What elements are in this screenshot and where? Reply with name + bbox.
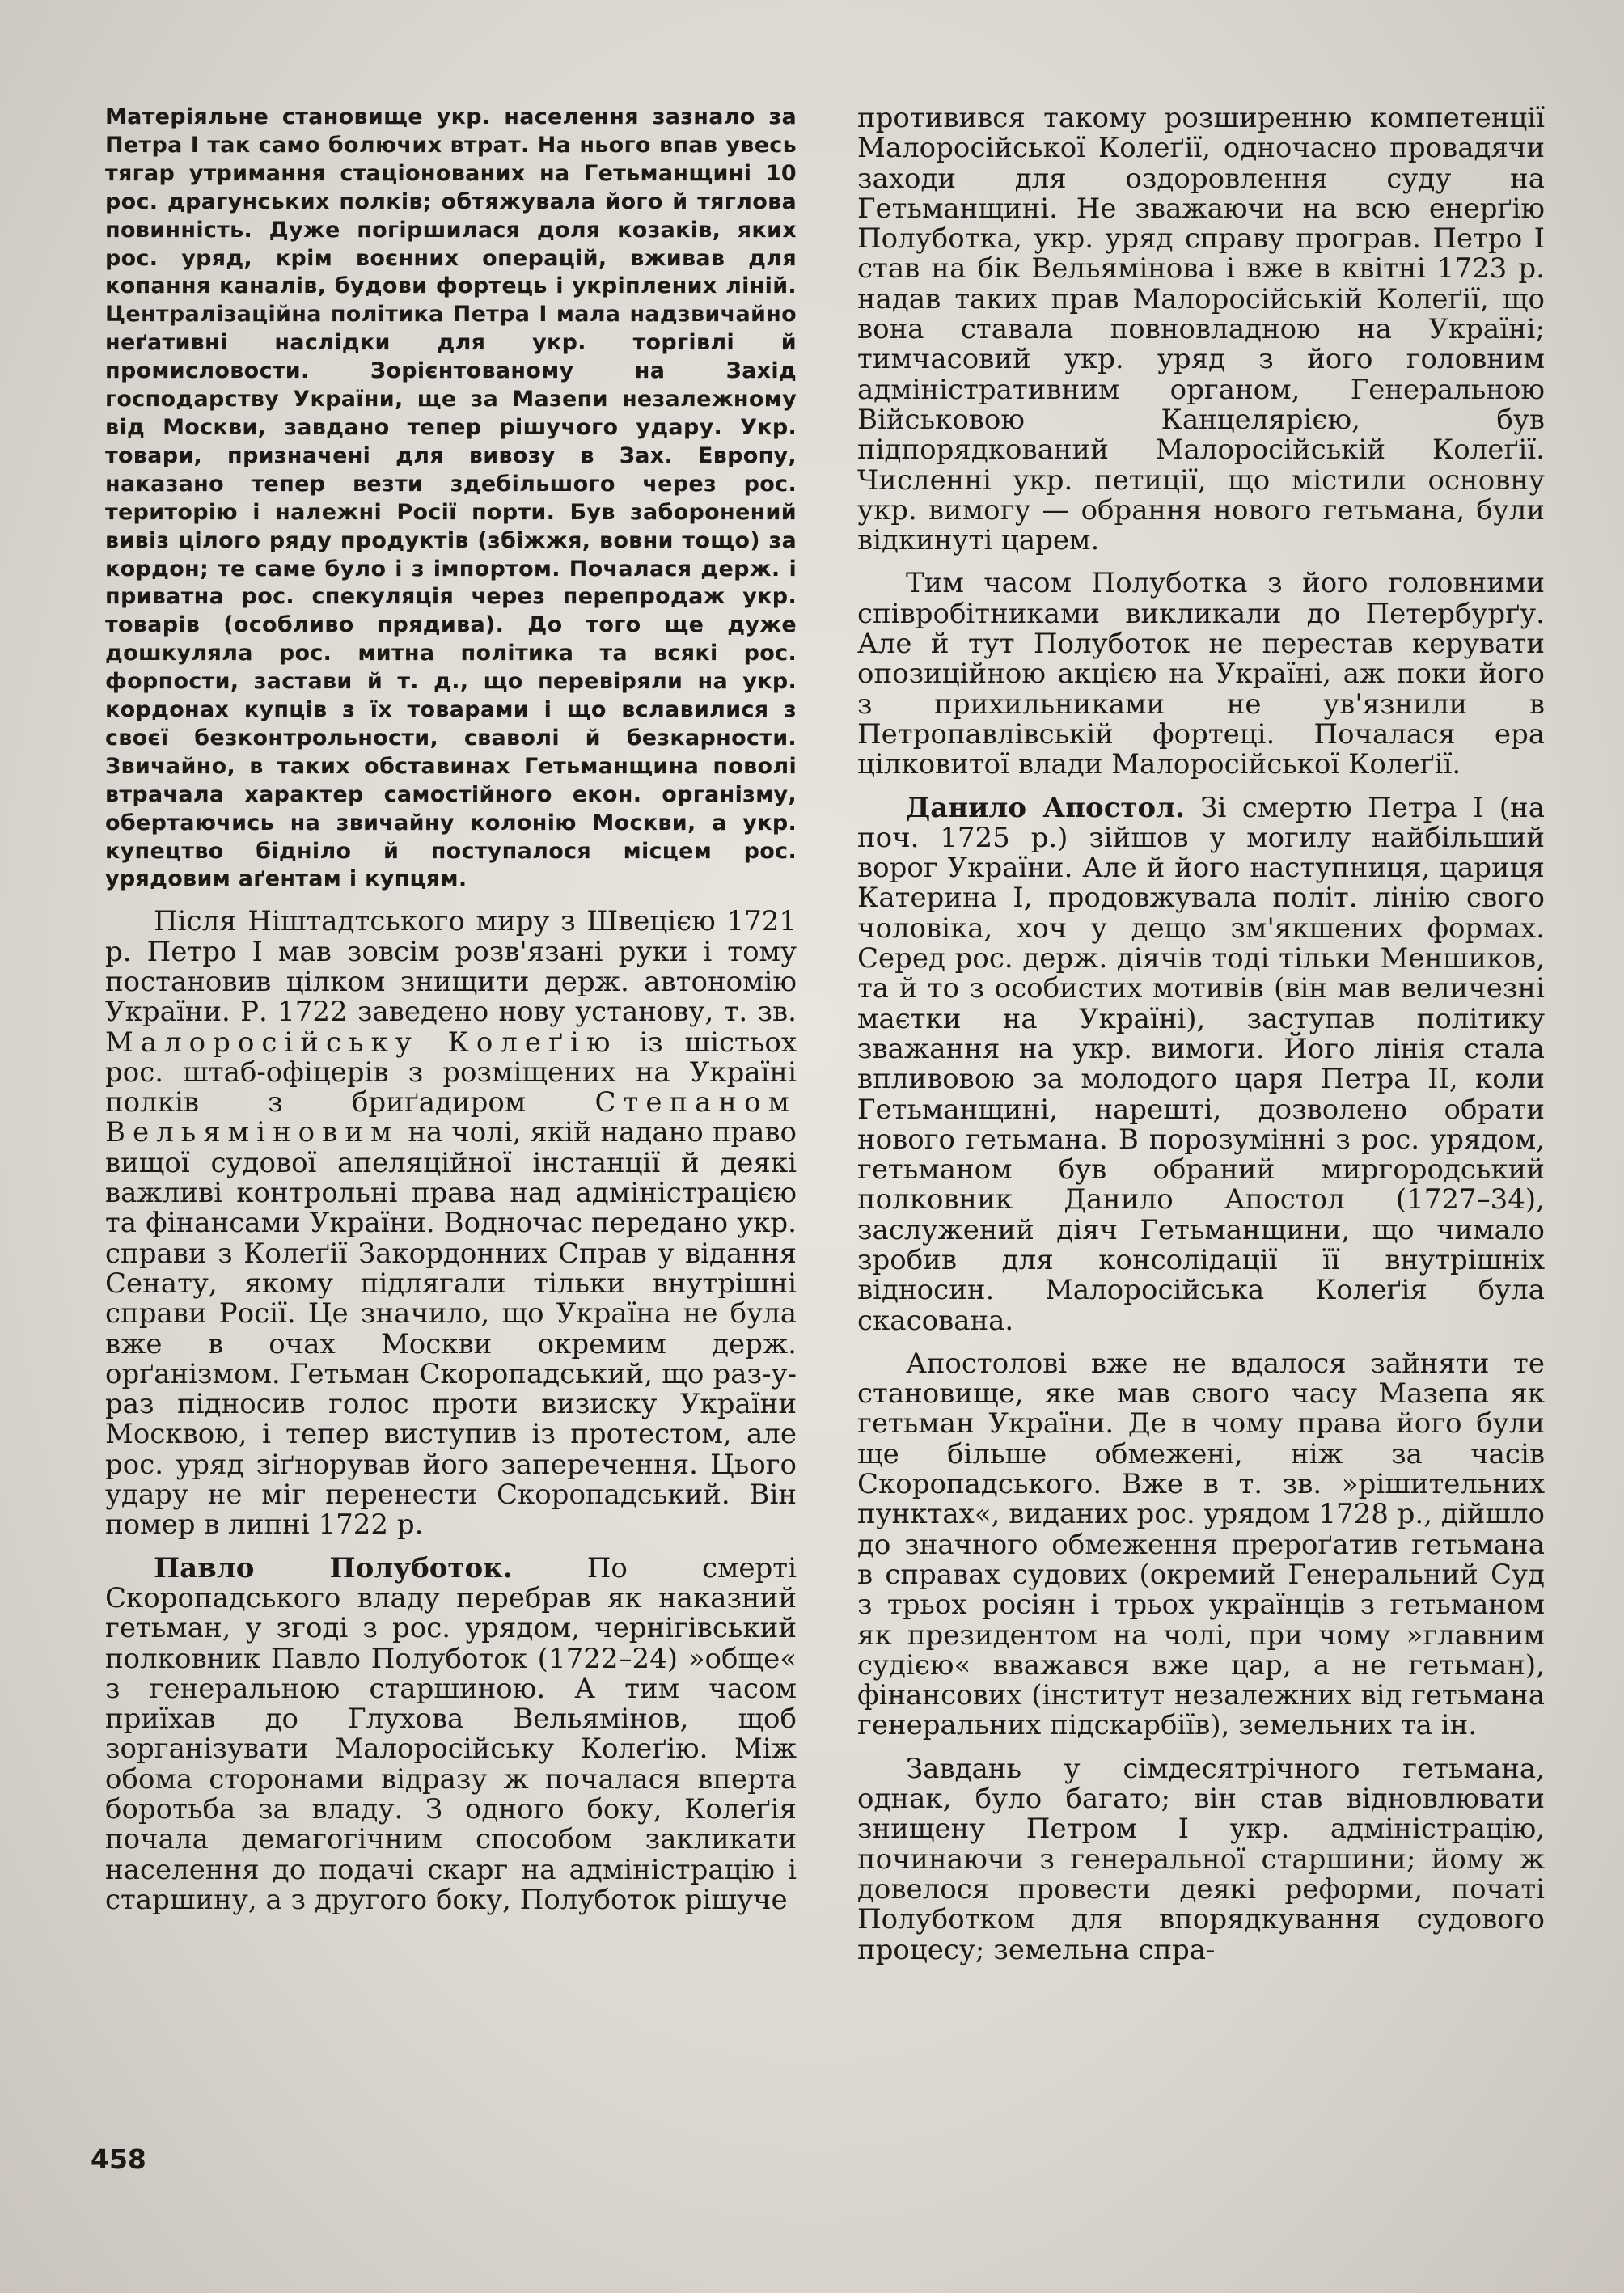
paragraph-text: на чолі, якій надано право вищої судової апеляційної інстанції й деякі важливі контрольні права над адміністрацією та фінансами України. Водночас передано укр. справи з Колеґії Закордонних Справ у відання Сенату, якому підлягали тільки внутрішні справи Росії. Це значило, що Україна не була вже в очах Москви окремим держ. орґанізмом. Гетьман Скоропадський, що раз-у-раз підносив голос проти визиску України Москвою, і тепер виступив із протестом, але рос. уряд зіґнорував його заперечення. Цього удару не міг перенести Скоропадський. Він помер в липні 1722 р. (105, 1116, 797, 1542)
paragraph-apostol-rights: Апостолові вже не вдалося зайняти те становище, яке мав свого часу Мазепа як гетьман України. Де в чому права його були ще більше обмежені, ніж за часів Скоропадського. Вже в т. зв. »рішительних пунктах«, виданих рос. урядом 1728 р., дійшло до значного обмеження прероґатив гетьмана в справах судових (окремий Генеральний Суд з трьох росіян і трьох українців з гетьманом як президентом на чолі, при чому »главним судією« вважався вже цар, а не гетьман), фінансових (інститут незалежних від гетьмана генеральних підскарбіїв), земельних та ін. (857, 1347, 1545, 1742)
left-column (105, 104, 797, 1915)
paragraph-material-situation: Матеріяльне становище укр. населення зазнало за Петра I так само болючих втрат. На нього впав увесь тягар утримання стаціонованих на Гетьманщині 10 рос. драгунських полків; обтяжувала його й тяглова повинність. Дуже погіршилася доля козаків, яких рос. уряд, крім воєнних операцій, вживав для копання каналів, будови фортець і укріплених ліній. Централізаційна політика Петра I мала надзвичайно неґативні наслідки для укр. торгівлі й промисловости. Зорієнтованому на Захід господарству України, ще за Мазепи незалежному від Москви, завдано тепер рішучого удару. Укр. товари, призначені для вивозу в Зах. Европу, наказано тепер везти здебільшого через рос. територію і належні Росії порти. Був заборонений вивіз цілого ряду продуктів (збіжжя, вовни тощо) за кордон; те саме було і з імпортом. Почалася держ. і приватна рос. спекуляція через перепродаж укр. товарів (особливо прядива). До того ще дуже дошкуляла рос. митна політика та всякі рос. форпости, застави й т. д., що перевіряли на укр. кордонах купців з їх товарами і що вславилися з своєї безконтрольности, сваволі й безкарности. Звичайно, в таких обставинах Гетьманщина поволі втрачала характер самостійного екон. організму, обертаючись на звичайну колонію Москви, а укр. купецтво бідніло й поступалося місцем рос. урядовим аґентам і купцям. (105, 104, 797, 892)
paragraph-polubotok (105, 1551, 797, 1916)
spaced-name-veliaminov: Степаном Вельяміновим (105, 1086, 797, 1149)
paragraph-nystad-peace (105, 907, 797, 1540)
paragraph-apostol (857, 793, 1545, 1336)
spaced-term-little-russian-collegium: Малоросійську Колеґію (105, 1026, 618, 1059)
section-heading-apostol: Данило Апостол. (906, 791, 1185, 824)
paragraph-hetman-tasks: Завдань у сімдесятрічного гетьмана, однак, було багато; він став відновлювати знищену Петром I укр. адміністрацію, починаючи з генеральної старшини; йому ж довелося провести деякі реформи, початі Полуботком для впорядкування судового процесу; земельна спра- (857, 1752, 1545, 1966)
paragraph-text: із шістьох рос. штаб-офіцерів з розміщених на Україні полків з бриґадиром (105, 1026, 797, 1119)
section-heading-polubotok: Павло Полуботок. (154, 1551, 513, 1584)
paragraph-collegium-competence: противився такому розширенню компетенції Малоросійської Колеґії, одночасно провадячи заходи для оздоровлення суду на Гетьманщині. Не зважаючи на всю енерґію Полуботка, укр. уряд справу програв. Петро I став на бік Вельямінова і вже в квітні 1723 р. надав таких прав Малоросійській Колеґії, що вона ставала повновладною на Україні; тимчасовий укр. уряд з його головним адміністративним органом, Генеральною Військовою Канцелярією, був підпорядкований Малоросійській Колеґії. Численні укр. петиції, що містили основну укр. вимогу — обрання нового гетьмана, були відкинуті царем. (857, 102, 1545, 557)
paragraph-text: Зі смертю Петра I (на поч. 1725 р.) зійшов у могилу найбільший ворог України. Але й його наступниця, цариця Катерина I, продовжувала політ. лінію свого чоловіка, хоч у дещо зм'якшених формах. Серед рос. держ. діячів тоді тільки Меншиков, та й то з особистих мотивів (він мав величезні маєтки на Україні), заступав політику зважання на укр. вимоги. Його лінія стала впливовою за молодого царя Петра II, коли Гетьманщині, нарешті, дозволено обрати нового гетьмана. В порозумінні з рос. урядом, гетьманом був обраний миргородський полковник Данило Апостол (1727–34), заслужений діяч Гетьманщини, що чимало зробив для консолідації її внутрішніх відносин. Малоросійська Колеґія була скасована. (857, 791, 1545, 1337)
paragraph-text: Після Ніштадтського миру з Швецією 1721 р. Петро I мав зовсім розв'язані руки і тому постановив цілком знищити держ. автономію України. Р. 1722 заведено нову установу, т. зв. (105, 905, 797, 1029)
right-column (857, 104, 1545, 1965)
paragraph-petersburg: Тим часом Полуботка з його головними співробітниками викликали до Петербурґу. Але й тут Полуботок не перестав керувати опозиційною акцією на Україні, аж поки його з прихильниками не ув'язнили в Петропавлівській фортеці. Почалася ера цілковитої влади Малоросійської Колеґії. (857, 567, 1545, 781)
paragraph-text: По смерті Скоропадського владу перебрав як наказний гетьман, у згоді з рос. урядом, чернігівський полковник Павло Полуботок (1722–24) »обще« з генеральною старшиною. А тим часом приїхав до Глухова Вельямінов, щоб зорганізувати Малоросійську Колеґію. Між обома сторонами відразу ж почалася вперта боротьба за владу. З одного боку, Колеґія почала демагогічним способом закликати населення до подачі скарг на адміністрацію і старшину, а з другого боку, Полуботок рішуче (105, 1551, 797, 1916)
page-number: 458 (91, 2143, 146, 2175)
